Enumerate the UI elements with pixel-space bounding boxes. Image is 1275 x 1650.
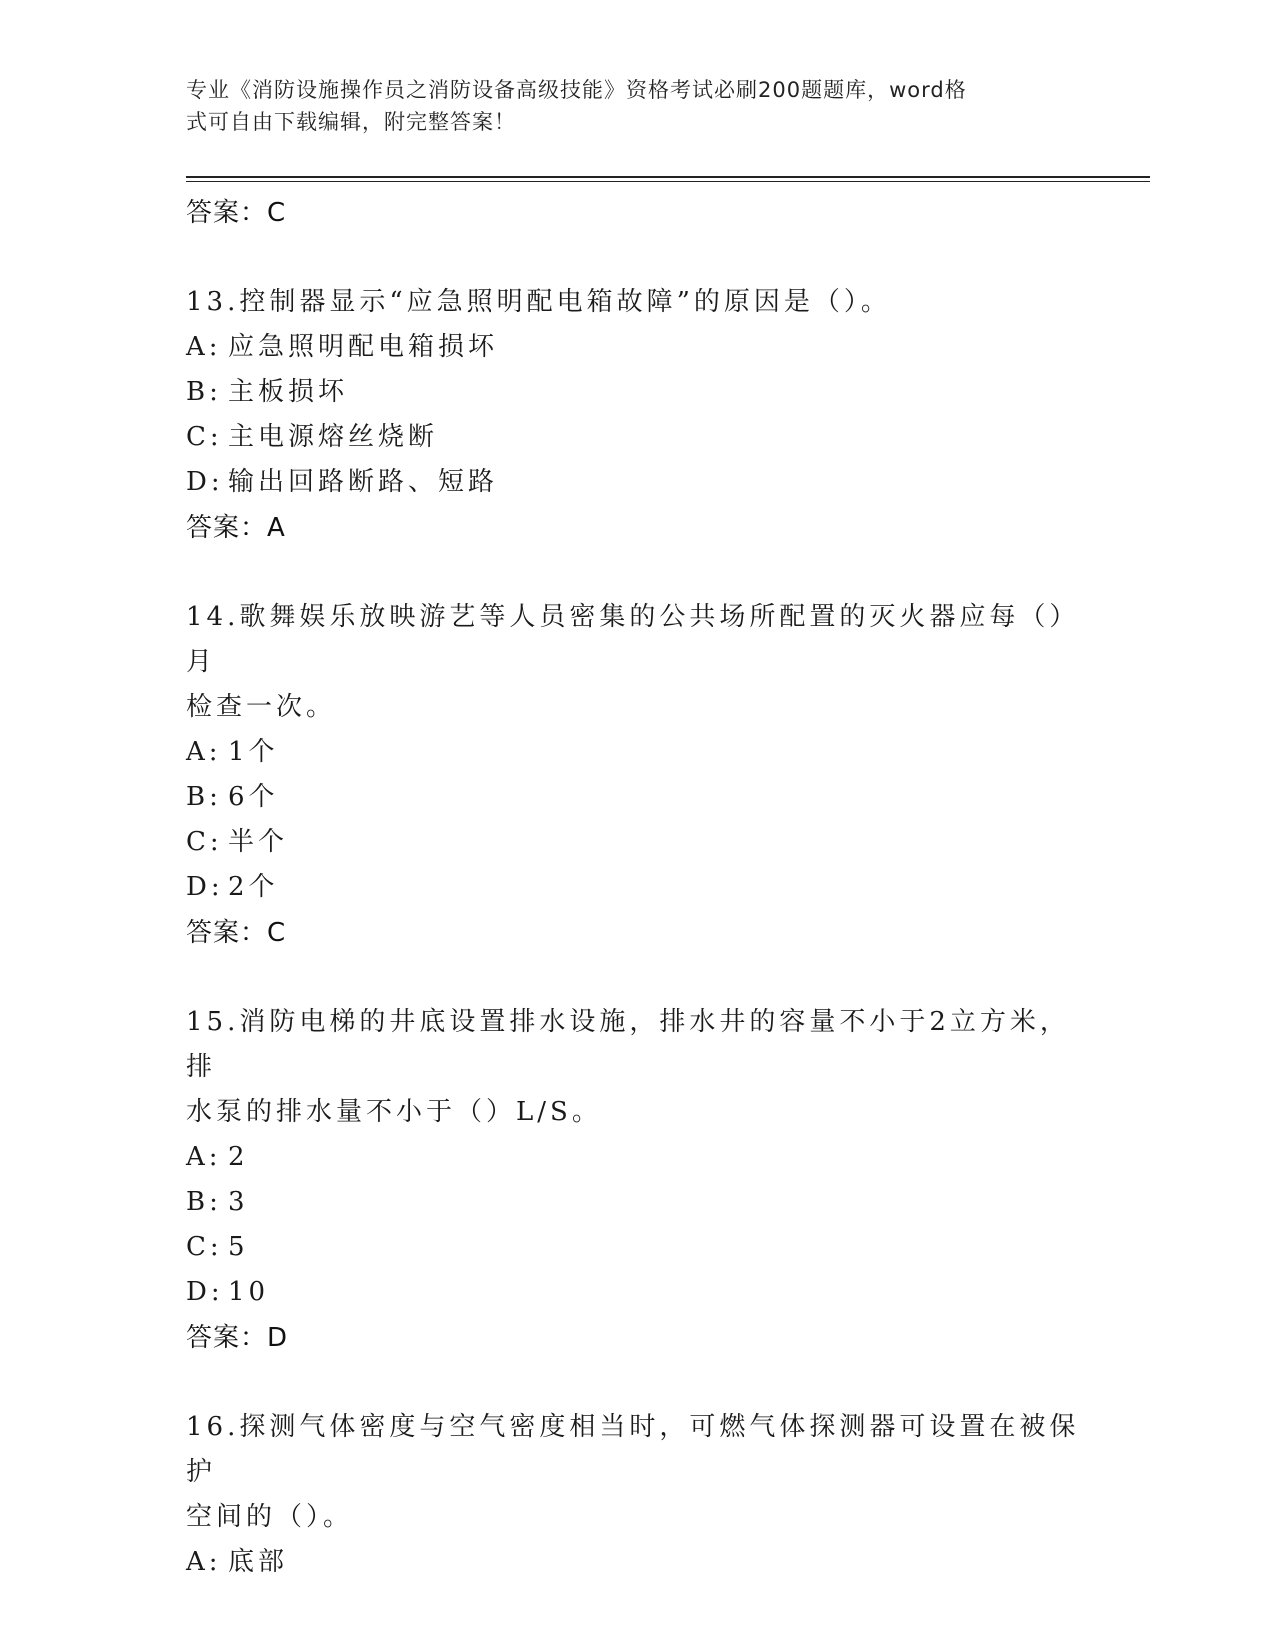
option-text: 输出回路断路、短路 (228, 467, 499, 497)
spacer (186, 551, 1086, 595)
option-letter: A: (186, 332, 222, 362)
option-c (186, 820, 1086, 865)
page-header (186, 74, 1086, 138)
option-text: 10 (228, 1277, 270, 1307)
option-letter: A: (186, 1547, 222, 1577)
option-letter: A: (186, 737, 222, 767)
header-divider (186, 176, 1150, 178)
option-c (186, 1225, 1086, 1270)
question-text: 15.消防电梯的井底设置排水设施，排水井的容量不小于2立方米，排 (186, 1007, 1070, 1082)
question-text-cont: 水泵的排水量不小于（）L/S。 (186, 1097, 602, 1127)
option-letter: D: (186, 467, 224, 497)
option-letter: A: (186, 1142, 222, 1172)
previous-answer: 答案：C (186, 198, 287, 228)
option-text: 6个 (228, 782, 279, 812)
option-b (186, 775, 1086, 820)
option-a (186, 1540, 1086, 1585)
option-a (186, 1135, 1086, 1180)
option-text: 2 (228, 1142, 249, 1172)
question-15 (186, 1000, 1086, 1361)
option-text: 1个 (228, 737, 279, 767)
option-letter: B: (186, 782, 222, 812)
option-d (186, 460, 1086, 505)
question-text-cont: 检查一次。 (186, 692, 337, 722)
question-text: 13.控制器显示“应急照明配电箱故障”的原因是（）。 (186, 287, 891, 317)
question-text-cont: 空间的（）。 (186, 1502, 354, 1532)
option-letter: C: (186, 827, 223, 857)
answer: 答案：D (186, 1323, 289, 1353)
option-text: 半个 (228, 827, 289, 857)
option-text: 应急照明配电箱损坏 (228, 332, 499, 362)
option-a (186, 325, 1086, 370)
header-line-2: 式可自由下载编辑，附完整答案！ (186, 110, 516, 134)
spacer (186, 236, 1086, 280)
option-text: 底部 (228, 1547, 289, 1577)
option-letter: C: (186, 422, 223, 452)
option-d (186, 865, 1086, 910)
header-divider-thin (186, 181, 1150, 182)
option-text: 5 (228, 1232, 249, 1262)
option-text: 主板损坏 (228, 377, 349, 407)
option-letter: B: (186, 1187, 222, 1217)
option-a (186, 730, 1086, 775)
option-letter: C: (186, 1232, 223, 1262)
option-text: 3 (228, 1187, 249, 1217)
header-line-1: 专业《消防设施操作员之消防设备高级技能》资格考试必刷200题题库，word格 (186, 78, 967, 102)
option-b (186, 1180, 1086, 1225)
question-text: 16.探测气体密度与空气密度相当时，可燃气体探测器可设置在被保护 (186, 1412, 1080, 1487)
answer: 答案：C (186, 918, 287, 948)
question-16 (186, 1405, 1086, 1585)
option-b (186, 370, 1086, 415)
spacer (186, 956, 1086, 1000)
option-text: 主电源熔丝烧断 (228, 422, 439, 452)
question-text: 14.歌舞娱乐放映游艺等人员密集的公共场所配置的灭火器应每（）月 (186, 602, 1080, 677)
question-14 (186, 595, 1086, 956)
question-13 (186, 280, 1086, 551)
option-letter: D: (186, 872, 224, 902)
option-letter: D: (186, 1277, 224, 1307)
option-letter: B: (186, 377, 222, 407)
option-text: 2个 (228, 872, 279, 902)
answer: 答案：A (186, 513, 286, 543)
question-list (186, 190, 1086, 1585)
spacer (186, 1361, 1086, 1405)
option-d (186, 1270, 1086, 1315)
option-c (186, 415, 1086, 460)
